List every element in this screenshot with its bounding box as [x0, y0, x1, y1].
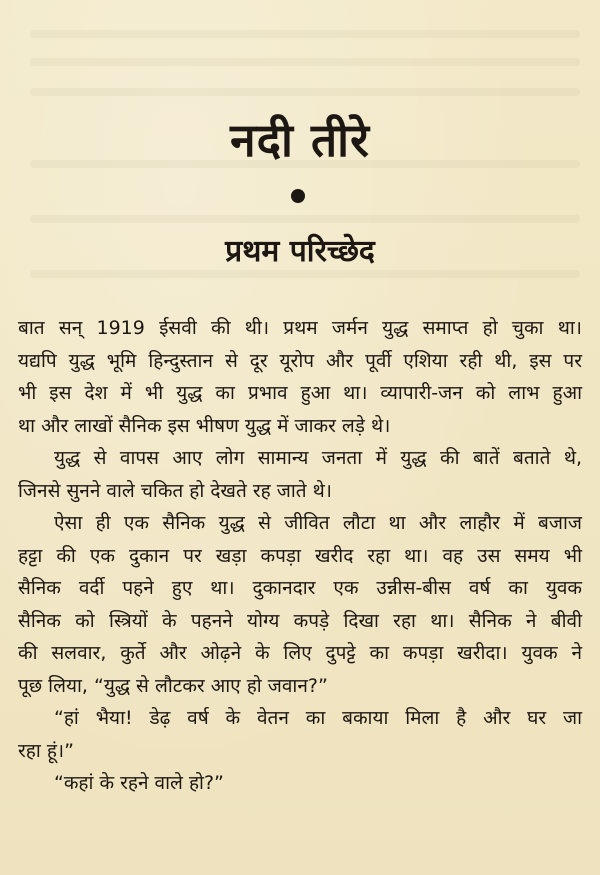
text-line: यद्यपि युद्ध भूमि हिन्दुस्तान से दूर यूरोप और पूर्वी एशिया रही थी, इस पर [18, 349, 582, 372]
text-line: की सलवार, कुर्ते और ओढ़ने के लिए दुपट्टे का कपड़ा खरीदा। युवक ने [18, 642, 582, 664]
text-line: पूछ लिया, “युद्ध से लौटकर आए हो जवान?” [18, 674, 328, 697]
bleed-through-line [30, 58, 580, 66]
ornament-dot [291, 189, 305, 203]
text-line: भी इस देश में भी युद्ध का प्रभाव हुआ था। व्यापारी-जन को लाभ हुआ [18, 382, 582, 404]
text-line: सैनिक वर्दी पहने हुए था। दुकानदार एक उन्नीस-बीस वर्ष का युवक [18, 577, 582, 599]
text-line: “हां भैया! डेढ़ वर्ष के वेतन का बकाया मिला है और घर जा [54, 707, 582, 729]
paragraph [18, 312, 582, 442]
text-line: था और लाखों सैनिक इस भीषण युद्ध में जाकर लड़े थे। [18, 414, 391, 437]
text-line: ऐसा ही एक सैनिक युद्ध से जीवित लौटा था और लाहौर में बजाज [54, 512, 582, 534]
chapter-title: नदी तीरे [230, 113, 370, 167]
section-title: प्रथम परिच्छेद [225, 234, 375, 269]
text-line: हट्टा की एक दुकान पर खड़ा कपड़ा खरीद रहा था। वह उस समय भी [18, 544, 582, 567]
text-line: युद्ध से वापस आए लोग सामान्य जनता में युद्ध की बातें बताते थे, [54, 447, 582, 469]
text-line: बात सन् 1919 ईसवी की थी। प्रथम जर्मन युद्ध समाप्त हो चुका था। [18, 317, 582, 339]
paragraph [18, 507, 582, 702]
paragraph [18, 767, 582, 800]
text-line: रहा हूं।” [18, 739, 74, 762]
text-line: “कहां के रहने वाले हो?” [54, 772, 224, 794]
paragraph [18, 702, 582, 767]
body-text [18, 312, 582, 800]
text-line: सैनिक को स्त्रियों के पहनने योग्य कपड़े दिखा रहा था। सैनिक ने बीवी [18, 609, 582, 632]
bleed-through-line [30, 30, 580, 38]
bleed-through-line [30, 215, 580, 223]
text-line: जिनसे सुनने वाले चकित हो देखते रह जाते थे। [18, 479, 332, 502]
paragraph [18, 442, 582, 507]
bleed-through-line [30, 88, 580, 96]
